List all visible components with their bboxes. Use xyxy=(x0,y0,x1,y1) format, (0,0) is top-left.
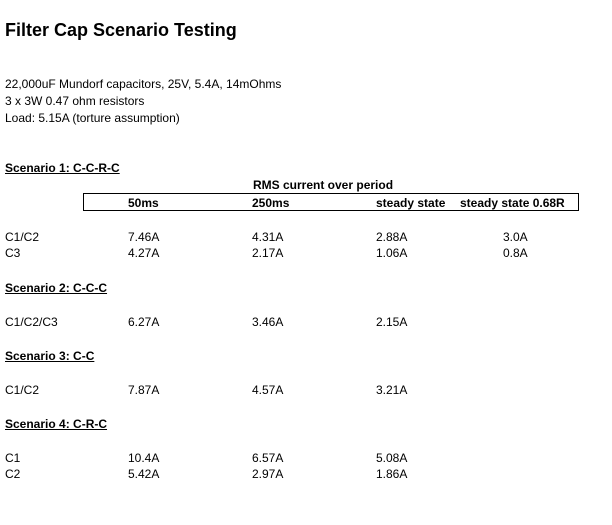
cell-steady-state: 5.08A xyxy=(376,451,408,465)
row-label: C1/C2 xyxy=(5,230,40,244)
column-header-50ms: 50ms xyxy=(128,196,159,210)
cell-50ms: 7.87A xyxy=(128,383,160,397)
cell-50ms: 4.27A xyxy=(128,246,160,260)
row-label: C3 xyxy=(5,246,21,260)
cell-50ms: 6.27A xyxy=(128,315,160,329)
cell-50ms: 5.42A xyxy=(128,467,160,481)
cell-steady-state: 1.06A xyxy=(376,246,408,260)
rms-current-header: RMS current over period xyxy=(253,178,394,192)
cell-50ms: 7.46A xyxy=(128,230,160,244)
spec-load: Load: 5.15A (torture assumption) xyxy=(5,111,180,125)
cell-steady-state: 1.86A xyxy=(376,467,408,481)
cell-250ms: 2.97A xyxy=(252,467,284,481)
scenario-2-heading: Scenario 2: C-C-C xyxy=(5,281,108,295)
scenario-1-heading: Scenario 1: C-C-R-C xyxy=(5,161,120,175)
cell-250ms: 6.57A xyxy=(252,451,284,465)
scenario-3-heading: Scenario 3: C-C xyxy=(5,349,95,363)
spec-resistors: 3 x 3W 0.47 ohm resistors xyxy=(5,94,145,108)
cell-steady-state: 2.15A xyxy=(376,315,408,329)
cell-250ms: 3.46A xyxy=(252,315,284,329)
column-header-250ms: 250ms xyxy=(252,196,290,210)
cell-steady-state-068r: 3.0A xyxy=(503,230,528,244)
row-label: C1/C2/C3 xyxy=(5,315,58,329)
cell-250ms: 4.57A xyxy=(252,383,284,397)
cell-250ms: 2.17A xyxy=(252,246,284,260)
spec-capacitors: 22,000uF Mundorf capacitors, 25V, 5.4A, 14mOhms xyxy=(5,77,282,91)
column-header-steady-state: steady state xyxy=(376,196,446,210)
cell-50ms: 10.4A xyxy=(128,451,160,465)
cell-steady-state: 2.88A xyxy=(376,230,408,244)
cell-250ms: 4.31A xyxy=(252,230,284,244)
column-header-steady-state-068r: steady state 0.68R xyxy=(460,196,565,210)
row-label: C1 xyxy=(5,451,21,465)
cell-steady-state: 3.21A xyxy=(376,383,408,397)
cell-steady-state-068r: 0.8A xyxy=(503,246,528,260)
page-title: Filter Cap Scenario Testing xyxy=(5,20,237,40)
row-label: C2 xyxy=(5,467,21,481)
row-label: C1/C2 xyxy=(5,383,40,397)
scenario-4-heading: Scenario 4: C-R-C xyxy=(5,417,108,431)
